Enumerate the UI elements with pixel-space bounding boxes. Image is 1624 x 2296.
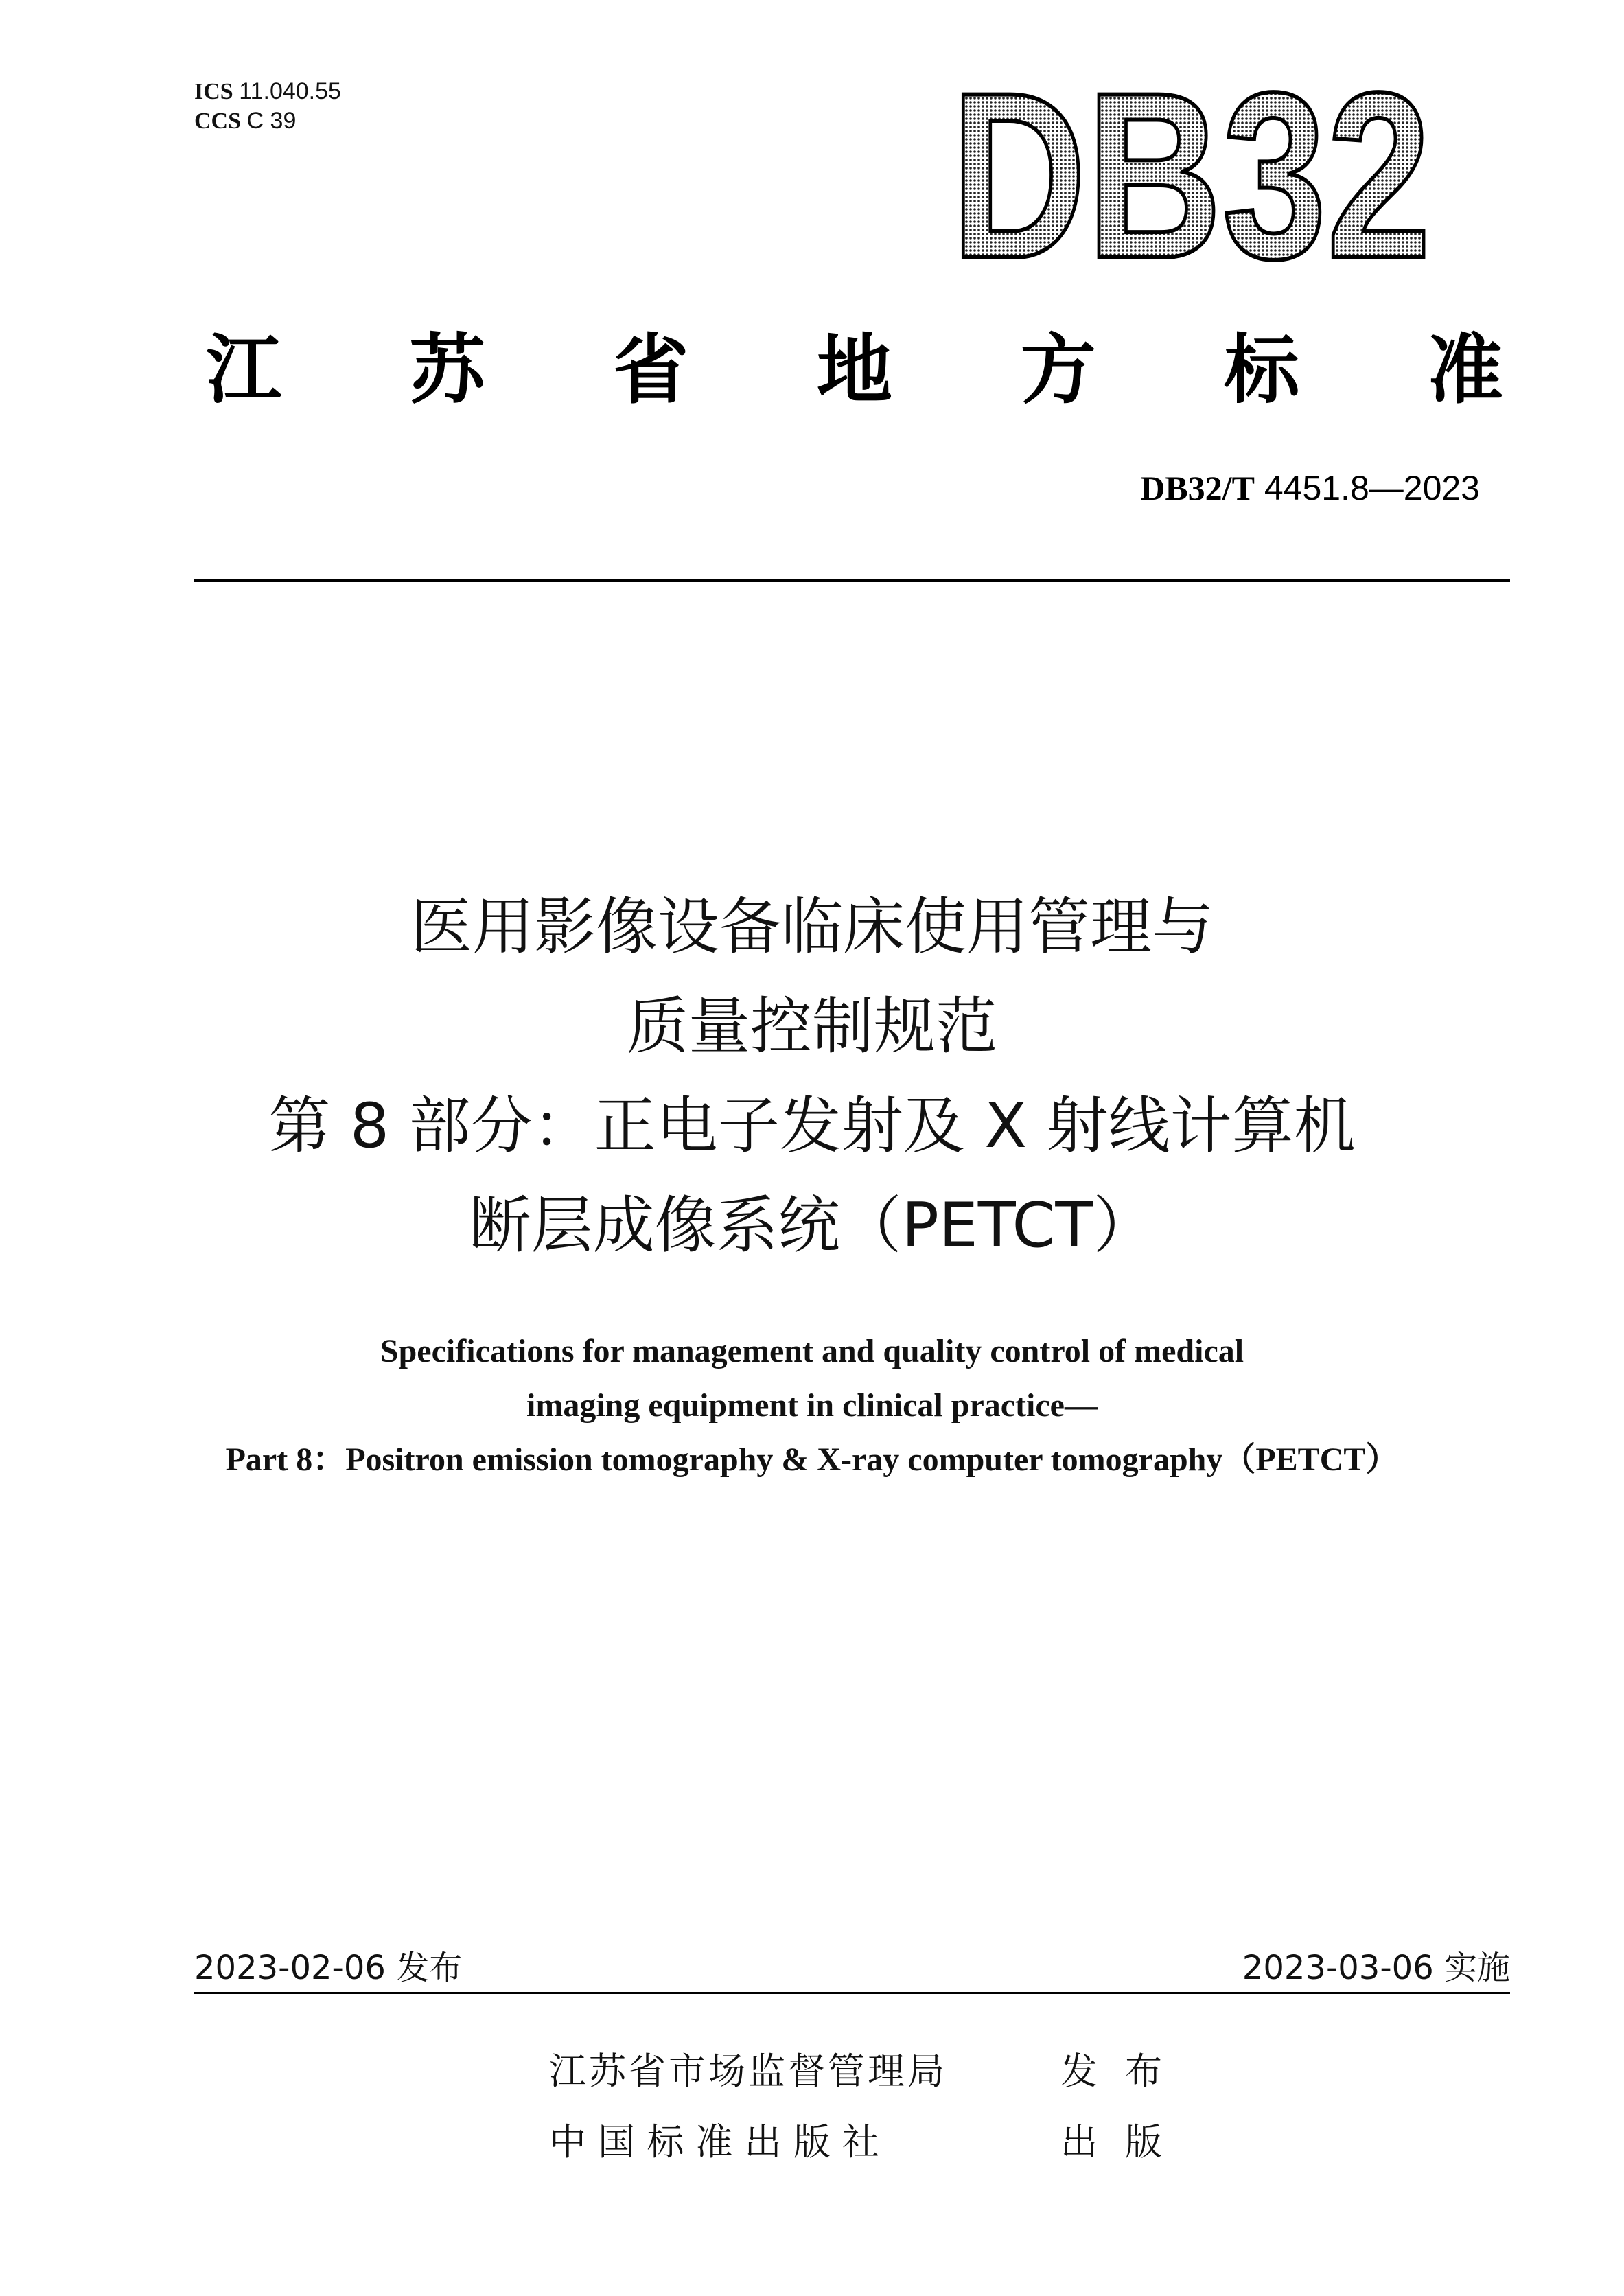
logo-text: DB32	[951, 44, 1431, 308]
issuing-role: 发布	[1060, 2050, 1190, 2093]
title-cn-line-1: 医用影像设备临床使用管理与	[410, 891, 1214, 963]
title-en-line-3: Part 8：Positron emission tomography & X-ray computer tomography（PETCT）	[225, 1441, 1399, 1478]
publishing-role: 出版	[1060, 2120, 1190, 2164]
issuing-authority: 江苏省市场监督管理局	[549, 2050, 947, 2093]
publishing-house: 中 国 标 准 出 版 社	[549, 2120, 879, 2164]
db32-logo	[944, 44, 1438, 308]
top-divider	[194, 579, 1510, 582]
issue-date: 2023-02-06 发布	[194, 1949, 463, 1987]
title-cn-line-4: 断层成像系统（PETCT）	[469, 1190, 1155, 1262]
standard-number: DB32/T 4451.8—2023	[1140, 469, 1480, 507]
standard-type-heading: 江 苏 省 地 方 标 准	[206, 325, 1503, 414]
title-cn-line-2: 质量控制规范	[627, 990, 997, 1063]
title-cn-line-3: 第 8 部分：正电子发射及 X 射线计算机	[268, 1090, 1356, 1162]
bottom-divider	[194, 1992, 1510, 1994]
title-en-line-1: Specifications for management and quality control of medical	[380, 1333, 1244, 1369]
ics-code: ICS 11.040.55	[194, 78, 341, 104]
title-en-line-2: imaging equipment in clinical practice—	[526, 1387, 1098, 1424]
implementation-date: 2023-03-06 实施	[1242, 1949, 1510, 1987]
classification-codes	[194, 77, 341, 136]
ccs-code: CCS C 39	[194, 108, 297, 134]
